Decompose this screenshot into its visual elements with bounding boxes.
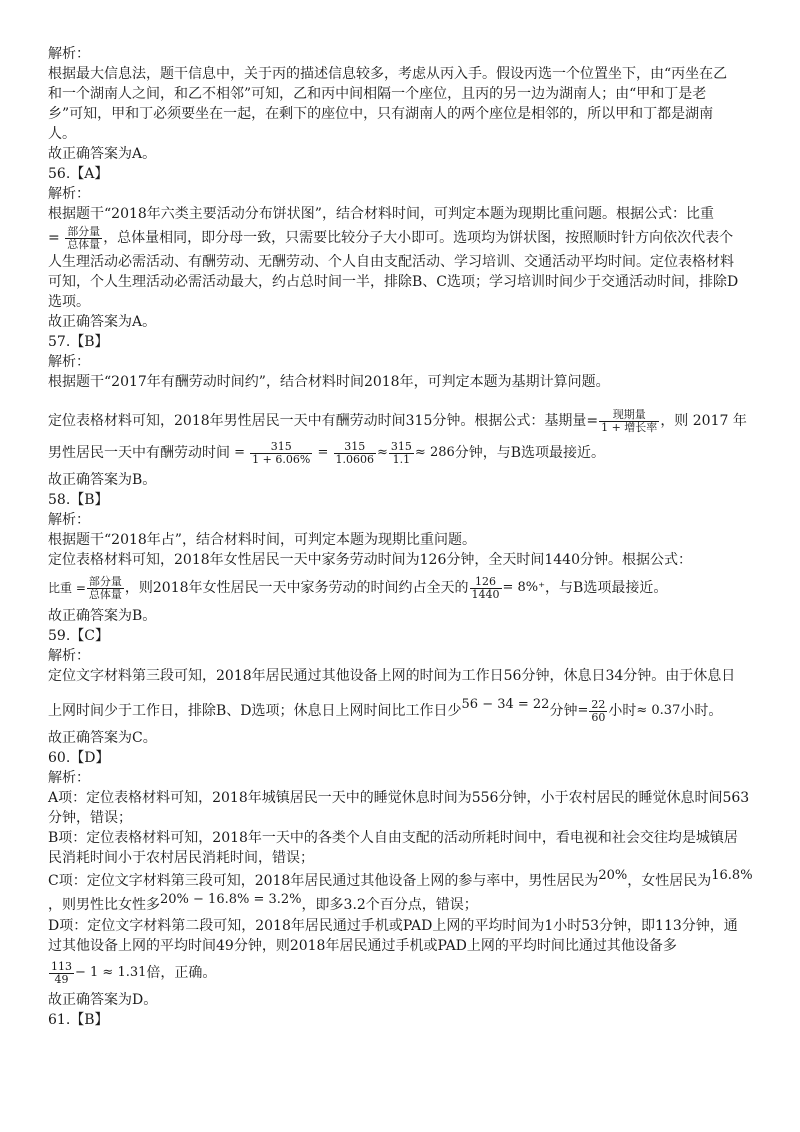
option-c-line — [48, 868, 760, 895]
equals-sign: = — [586, 413, 599, 429]
analysis-label: 解析： — [48, 770, 90, 786]
fraction-denominator: 总体量 — [67, 237, 101, 251]
analysis-label: 解析： — [48, 648, 90, 664]
paragraph-text: ，女性居民为 — [627, 873, 712, 889]
fraction-denominator: 1440 — [471, 587, 500, 601]
formula-line — [48, 406, 760, 436]
fraction-denominator: 60 — [591, 710, 606, 724]
paragraph-text: ，则2018年女性居民一天中家务劳动的时间约占全天的 — [124, 580, 469, 596]
times-fraction — [49, 961, 74, 986]
option-a-line: 分钟，错误； — [48, 810, 132, 826]
paragraph-text: 男性居民一天中有酬劳动时间 — [48, 445, 230, 461]
option-b-line: B项：定位表格材料可知，2018年一天中的各类个人自由支配的活动所耗时间中，看电视和社会交往均是城镇居 — [48, 830, 738, 846]
approx-sign: ≈ — [377, 445, 388, 460]
paragraph-text: 分钟 — [549, 703, 578, 719]
fraction-numerator: 113 — [51, 959, 72, 973]
fraction-numerator: 22 — [591, 697, 606, 711]
fraction-denominator: 1 + 增长率 — [601, 420, 658, 434]
formula-line — [48, 694, 760, 728]
paragraph-line: 定位文字材料第三段可知，2018年居民通过其他设备上网的时间为工作日56分钟，休息日34分钟。由于休息日 — [48, 668, 736, 684]
paragraph-line: 根据题干“2017年有酬劳动时间约”，结合材料时间2018年，可判定本题为基期计算问题。 — [48, 374, 610, 390]
paragraph-line: 可知，个人生理活动必需活动最大，约占总时间一半，排除B、C选项；学习培训时间少于交通活动时间，排除D — [48, 274, 739, 290]
answer-line: 故正确答案为C。 — [48, 730, 157, 746]
fraction-denominator: 1.1 — [392, 452, 411, 466]
paragraph-line: 根据题干“2018年六类主要活动分布饼状图”，结合材料时间，可判定本题为现期比重问题。根据公式：比重 — [48, 206, 714, 222]
calc-fraction — [334, 441, 377, 466]
option-c-line — [48, 892, 760, 916]
paragraph-line: 根据最大信息法，题干信息中，关于丙的描述信息较多，考虑从丙入手。假设丙选一个位置坐下，由“丙坐在乙 — [48, 66, 728, 82]
paragraph-line: 根据题干“2018年占”，结合材料时间，可判定本题为现期比重问题。 — [48, 532, 476, 548]
question-56 — [48, 164, 760, 332]
share-fraction — [470, 576, 502, 601]
paragraph-line: 人生理活动必需活动、有酬劳动、无酬劳动、个人自由支配活动、学习培训、交通活动平均时间。定位表格材料 — [48, 254, 734, 270]
formula-line: 男性居民一天中有酬劳动时间 = $\frac{315}{1 + 6.06\%}$ = $\frac{315}{1.0606}$ ≈ $\frac{315}{1.1}$ ≈ 286分钟，与B选项最接近。 — [48, 439, 606, 466]
calc-fraction — [389, 441, 414, 466]
fraction-numerator: 315 — [334, 441, 377, 454]
formula-line — [48, 570, 760, 606]
paragraph-text: 倍，正确。 — [146, 965, 217, 981]
fraction-denominator: 总体量 — [88, 587, 122, 601]
fraction-denominator: 1 + 6.06% — [252, 452, 311, 466]
hours-fraction — [589, 699, 607, 724]
option-b-line: 民消耗时间小于农村居民消耗时间，错误； — [48, 850, 314, 866]
question-heading: 56.【A】 — [48, 166, 109, 182]
calc-result: − 1 ≈ 1.31 — [75, 965, 147, 980]
answer-line: 故正确答案为B。 — [48, 608, 157, 624]
document-body — [48, 44, 760, 1030]
fraction-numerator: 315 — [390, 439, 412, 453]
question-heading: 57.【B】 — [48, 334, 109, 350]
paragraph-text: 上网时间少于工作日，排除B、D选项；休息日上网时间比工作日少 — [48, 703, 462, 719]
calc-value: 16.8% — [711, 868, 753, 883]
calc-value: 20% — [598, 868, 628, 883]
paragraph-text: ，总体量相同，即分母一致，只需要比较分子大小即可。选项均为饼状图，按照顺时针方向依次代表个 — [103, 230, 734, 246]
ratio-fraction — [65, 226, 102, 251]
answer-line: 故正确答案为B。 — [48, 472, 157, 488]
analysis-label: 解析： — [48, 354, 90, 370]
question-58 — [48, 490, 760, 626]
fraction-denominator: 1.0606 — [335, 452, 374, 466]
fraction-numerator: 126 — [470, 576, 502, 589]
question-59 — [48, 626, 760, 748]
ratio-fraction — [87, 576, 124, 601]
analysis-label: 解析： — [48, 46, 90, 62]
paragraph-line: 乡”可知，甲和丁必须要坐在一起，在剩下的座位中，只有湖南人的两个座位是相邻的，所以甲和丁都是湖南 — [48, 106, 714, 122]
paragraph-line: 选项。 — [48, 294, 90, 310]
paragraph-text: ，则 2017 年 — [660, 413, 747, 429]
calc-expression: 20% − 16.8% = 3.2% — [160, 892, 302, 907]
fraction-numerator: 现期量 — [599, 409, 659, 422]
paragraph-text: 小时 — [608, 703, 637, 719]
option-a-line: A项：定位表格材料可知，2018年城镇居民一天中的睡觉休息时间为556分钟，小于农村居民的睡觉休息时间563 — [48, 790, 750, 806]
question-heading: 61.【B】 — [48, 1012, 109, 1028]
paragraph-line: 定位表格材料可知，2018年女性居民一天中家务劳动时间为126分钟，全天时间1440分钟。根据公式： — [48, 552, 692, 568]
calc-result: ≈ 0.37 — [636, 703, 681, 718]
fraction-numerator: 部分量 — [88, 574, 122, 588]
calc-expression: 56 − 34 = 22 — [461, 697, 550, 712]
paragraph-text: 定位表格材料可知，2018年男性居民一天中有酬劳动时间315分钟。根据公式：基期量 — [48, 413, 587, 429]
question-61 — [48, 1010, 760, 1030]
question-heading: 59.【C】 — [48, 628, 109, 644]
option-d-line: D项：定位文字材料第二段可知，2018年居民通过手机或PAD上网的平均时间为1小时53分钟，即113分钟，通 — [48, 918, 738, 934]
formula-line — [48, 224, 760, 252]
analysis-55 — [48, 44, 760, 164]
option-d-line — [48, 956, 760, 990]
calc-result: 286 — [429, 445, 455, 460]
question-heading: 60.【D】 — [48, 750, 110, 766]
analysis-label: 解析： — [48, 512, 90, 528]
paragraph-line: 人。 — [48, 126, 76, 142]
equals-sign: = — [577, 703, 589, 718]
paragraph-text: ，即多3.2个百分点，错误； — [301, 897, 478, 913]
calc-fraction — [250, 441, 312, 466]
calc-result: = 8%⁺ — [502, 580, 546, 595]
question-57 — [48, 332, 760, 490]
question-heading: 58.【B】 — [48, 492, 109, 508]
paragraph-line: 和一个湖南人之间，和乙不相邻”可知，乙和丙中间相隔一个座位，且丙的另一边为湖南人；由“甲和丁是老 — [48, 86, 707, 102]
answer-line: 故正确答案为A。 — [48, 146, 157, 162]
fraction-denominator: 49 — [54, 972, 69, 986]
fraction-numerator: 部分量 — [67, 224, 101, 238]
answer-line: 故正确答案为D。 — [48, 992, 158, 1008]
ratio-label: 比重 = — [48, 581, 86, 595]
equals-sign: = — [48, 230, 60, 246]
paragraph-text: ，与B选项最接近。 — [545, 580, 668, 596]
paragraph-text: ，则男性比女性多 — [48, 897, 160, 913]
question-60 — [48, 748, 760, 1010]
paragraph-text: 分钟，与B选项最接近。 — [454, 445, 606, 461]
option-d-line: 过其他设备上网的平均时间49分钟，则2018年居民通过手机或PAD上网的平均时间比通过其他设备多 — [48, 938, 677, 954]
answer-line: 故正确答案为A。 — [48, 314, 157, 330]
paragraph-text: C项：定位文字材料第三段可知，2018年居民通过其他设备上网的参与率中，男性居民为 — [48, 873, 599, 889]
paragraph-text: 小时。 — [680, 703, 723, 719]
base-formula-fraction — [599, 409, 659, 434]
fraction-numerator: 315 — [250, 441, 312, 454]
analysis-label: 解析： — [48, 186, 90, 202]
